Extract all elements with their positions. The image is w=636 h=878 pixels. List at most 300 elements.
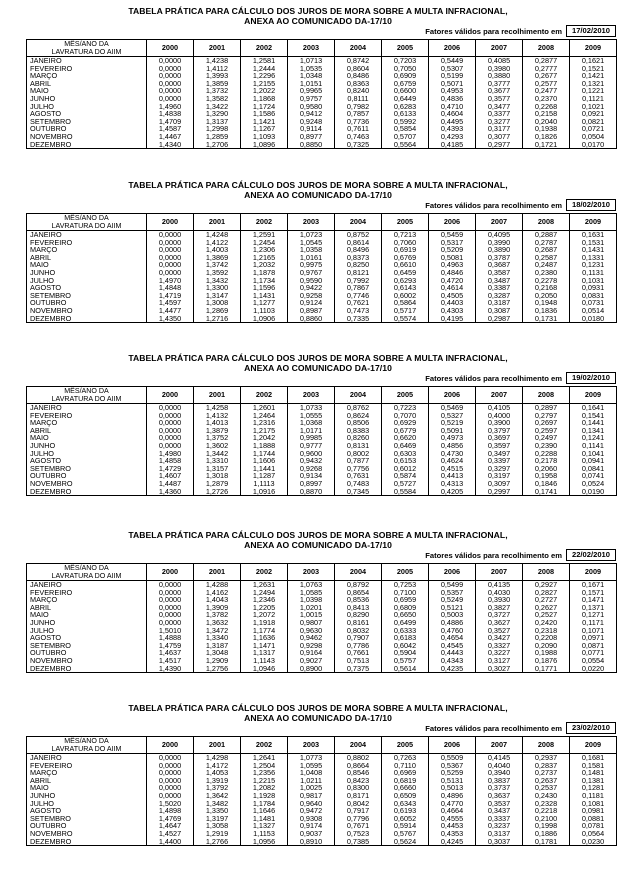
factor-cell: 0,6303 (382, 450, 429, 458)
factor-cell: 0,5864 (382, 299, 429, 307)
factor-cell: 0,9134 (288, 472, 335, 480)
factor-cell: 0,1041 (570, 450, 617, 458)
year-header: 2003 (288, 564, 335, 581)
factor-cell: 0,2178 (523, 457, 570, 465)
month-header-line: MÊS/ANO DA (64, 40, 109, 48)
factor-cell: 0,3077 (476, 133, 523, 141)
month-cell: ABRIL (27, 777, 147, 785)
factor-cell: 0,7621 (335, 299, 382, 307)
factor-cell: 0,0000 (147, 65, 194, 73)
factor-cell: 1,3909 (194, 604, 241, 612)
factor-cell: 0,9114 (288, 125, 335, 133)
factor-cell: 0,7325 (335, 141, 382, 149)
factor-cell: 1,0585 (288, 589, 335, 597)
table-row (27, 307, 617, 315)
factor-cell: 0,1481 (570, 769, 617, 777)
factor-cell: 0,0220 (570, 665, 617, 673)
factor-cell: 0,3437 (476, 807, 523, 815)
factor-cell: 0,4846 (429, 269, 476, 277)
factor-cell: 0,7917 (335, 807, 382, 815)
factor-cell: 0,2877 (523, 57, 570, 65)
title-line-2: ANEXA AO COMUNICADO DA-17/10 (244, 713, 392, 723)
factor-cell: 0,6293 (382, 277, 429, 285)
factor-cell: 0,0180 (570, 315, 617, 323)
factor-cell: 0,1731 (523, 315, 570, 323)
table-row (27, 299, 617, 307)
factor-cell: 1,2296 (241, 72, 288, 80)
factor-cell: 0,4443 (429, 649, 476, 657)
factor-cell: 0,3980 (476, 65, 523, 73)
factor-cell: 0,3227 (476, 649, 523, 657)
year-header: 2003 (288, 214, 335, 231)
month-cell: OUTUBRO (27, 649, 147, 657)
factor-cell: 1,3048 (194, 649, 241, 657)
factor-cell: 0,8423 (335, 777, 382, 785)
factor-cell: 0,1181 (570, 792, 617, 800)
validity-date: 23/02/2010 (566, 722, 616, 734)
factor-cell: 0,1381 (570, 777, 617, 785)
factor-cell: 0,7100 (382, 589, 429, 597)
factor-cell: 0,3197 (476, 472, 523, 480)
factor-cell: 0,7523 (335, 830, 382, 838)
factor-cell: 0,3137 (476, 830, 523, 838)
validity-label: Fatores válidos para recolhimento em (425, 550, 562, 560)
factor-cell: 0,1121 (570, 95, 617, 103)
factor-table (26, 386, 617, 496)
factor-cell: 1,3157 (194, 465, 241, 473)
factor-cell: 0,0731 (570, 299, 617, 307)
factor-cell: 1,4288 (194, 581, 241, 589)
table-row (27, 434, 617, 442)
factor-cell: 0,3890 (476, 246, 523, 254)
factor-cell: 0,5327 (429, 412, 476, 420)
factor-cell: 0,5081 (429, 254, 476, 262)
month-cell: JANEIRO (27, 57, 147, 65)
factor-cell: 0,1631 (570, 231, 617, 239)
factor-cell: 0,9412 (288, 110, 335, 118)
factor-cell: 0,3990 (476, 239, 523, 247)
month-cell: NOVEMBRO (27, 830, 147, 838)
factor-cell: 0,6052 (382, 815, 429, 823)
month-cell: DEZEMBRO (27, 665, 147, 673)
factor-cell: 0,2777 (523, 65, 570, 73)
factor-table (26, 736, 617, 846)
factor-table (26, 213, 617, 323)
month-header (27, 737, 147, 754)
factor-cell: 1,4980 (147, 450, 194, 458)
factor-cell: 0,1421 (570, 72, 617, 80)
factor-cell: 1,1327 (241, 822, 288, 830)
factor-cell: 1,0545 (288, 239, 335, 247)
factor-cell: 1,4709 (147, 118, 194, 126)
factor-cell: 0,7110 (382, 762, 429, 770)
factor-cell: 0,5459 (429, 231, 476, 239)
factor-cell: 1,0151 (288, 80, 335, 88)
table-row (27, 72, 617, 80)
factor-cell: 0,2977 (476, 141, 523, 149)
month-cell: ABRIL (27, 604, 147, 612)
factor-cell: 0,1958 (523, 472, 570, 480)
factor-cell: 1,0595 (288, 762, 335, 770)
factor-cell: 0,2268 (523, 103, 570, 111)
year-header: 2000 (147, 40, 194, 57)
factor-cell: 0,8413 (335, 604, 382, 612)
factor-cell: 1,0723 (288, 231, 335, 239)
factor-cell: 0,3727 (476, 611, 523, 619)
factor-cell: 1,1471 (241, 642, 288, 650)
factor-cell: 0,0000 (147, 239, 194, 247)
factor-cell: 0,3527 (476, 627, 523, 635)
factor-cell: 1,2454 (241, 239, 288, 247)
table-row (27, 762, 617, 770)
month-header (27, 40, 147, 57)
title-line-2: ANEXA AO COMUNICADO DA-17/10 (244, 540, 392, 550)
factor-cell: 0,5614 (382, 665, 429, 673)
factor-cell: 1,2631 (241, 581, 288, 589)
factor-cell: 1,0946 (241, 665, 288, 673)
factor-cell: 0,6283 (382, 103, 429, 111)
factor-cell: 0,2090 (523, 642, 570, 650)
factor-cell: 0,8910 (288, 838, 335, 846)
factor-cell: 0,6042 (382, 642, 429, 650)
factor-cell: 1,1734 (241, 277, 288, 285)
factor-cell: 0,1071 (570, 627, 617, 635)
header-row (27, 564, 617, 581)
factor-cell: 0,4205 (429, 488, 476, 496)
factor-cell: 1,4003 (194, 246, 241, 254)
factor-cell: 1,3632 (194, 619, 241, 627)
factor-cell: 0,7907 (335, 634, 382, 642)
factor-cell: 0,0881 (570, 815, 617, 823)
factor-cell: 0,4896 (429, 792, 476, 800)
factor-cell: 1,2601 (241, 404, 288, 412)
factor-cell: 0,8624 (335, 412, 382, 420)
factor-cell: 0,3900 (476, 419, 523, 427)
factor-cell: 0,6929 (382, 419, 429, 427)
table-row (27, 141, 617, 149)
factor-cell: 0,7070 (382, 412, 429, 420)
factor-cell: 0,4245 (429, 838, 476, 846)
month-cell: AGOSTO (27, 634, 147, 642)
factor-cell: 1,4719 (147, 292, 194, 300)
factor-cell: 0,5449 (429, 57, 476, 65)
factor-cell: 0,6133 (382, 110, 429, 118)
factor-cell: 0,8111 (335, 95, 382, 103)
factor-cell: 0,7223 (382, 404, 429, 412)
factor-cell: 0,0000 (147, 604, 194, 612)
factor-cell: 1,2444 (241, 65, 288, 73)
factor-cell: 1,4637 (147, 649, 194, 657)
factor-cell: 0,8486 (335, 72, 382, 80)
year-header: 2008 (523, 737, 570, 754)
month-cell: JUNHO (27, 619, 147, 627)
factor-cell: 0,1641 (570, 404, 617, 412)
factor-cell: 0,0000 (147, 404, 194, 412)
factor-cell: 0,4343 (429, 657, 476, 665)
factor-cell: 0,4185 (429, 141, 476, 149)
month-cell: AGOSTO (27, 807, 147, 815)
factor-cell: 0,8383 (335, 427, 382, 435)
factor-cell: 1,3732 (194, 87, 241, 95)
factor-cell: 0,0000 (147, 596, 194, 604)
factor-cell: 0,3187 (476, 299, 523, 307)
factor-cell: 0,9268 (288, 465, 335, 473)
table-row (27, 634, 617, 642)
factor-cell: 0,8506 (335, 419, 382, 427)
factor-cell: 1,3290 (194, 110, 241, 118)
factor-cell: 0,9757 (288, 95, 335, 103)
validity-date: 18/02/2010 (566, 199, 616, 211)
table-row (27, 769, 617, 777)
month-cell: DEZEMBRO (27, 141, 147, 149)
table-row (27, 807, 617, 815)
factor-cell: 0,0514 (570, 307, 617, 315)
factor-cell: 1,4043 (194, 596, 241, 604)
table-row (27, 125, 617, 133)
month-cell: FEVEREIRO (27, 762, 147, 770)
factor-cell: 1,1317 (241, 649, 288, 657)
year-header: 2006 (429, 387, 476, 404)
year-header: 2008 (523, 40, 570, 57)
factor-cell: 0,4040 (476, 762, 523, 770)
factor-cell: 0,0000 (147, 754, 194, 762)
factor-cell: 0,6650 (382, 611, 429, 619)
factor-cell: 0,3397 (476, 457, 523, 465)
table-row (27, 284, 617, 292)
factor-cell: 0,3777 (476, 80, 523, 88)
table-row (27, 133, 617, 141)
month-header-line: LAVRATURA DO AIIM (51, 48, 122, 56)
factor-cell: 0,4145 (476, 754, 523, 762)
table-title (0, 530, 636, 550)
factor-cell: 0,1141 (570, 442, 617, 450)
factor-cell: 0,7867 (335, 284, 382, 292)
factor-cell: 0,4953 (429, 87, 476, 95)
factor-cell: 0,3597 (476, 442, 523, 450)
year-header: 2004 (335, 40, 382, 57)
title-line-2: ANEXA AO COMUNICADO DA-17/10 (244, 363, 392, 373)
factor-cell: 0,0000 (147, 792, 194, 800)
month-cell: MAIO (27, 434, 147, 442)
factor-cell: 0,4720 (429, 277, 476, 285)
factor-cell: 0,4730 (429, 450, 476, 458)
factor-cell: 1,1744 (241, 450, 288, 458)
factor-cell: 0,4836 (429, 95, 476, 103)
year-header: 2002 (241, 214, 288, 231)
factor-cell: 0,8850 (288, 141, 335, 149)
factor-cell: 0,8290 (335, 611, 382, 619)
factor-cell: 0,0741 (570, 472, 617, 480)
factor-cell: 0,3097 (476, 480, 523, 488)
factor-cell: 1,4122 (194, 239, 241, 247)
factor-cell: 0,1781 (523, 838, 570, 846)
factor-cell: 0,5259 (429, 769, 476, 777)
year-header: 2000 (147, 737, 194, 754)
factor-cell: 0,4135 (476, 581, 523, 589)
factor-cell: 1,3472 (194, 627, 241, 635)
title-line-1: TABELA PRÁTICA PARA CÁLCULO DOS JUROS DE MORA SOBRE A MULTA INFRACIONAL, (128, 6, 508, 16)
factor-cell: 0,1988 (523, 649, 570, 657)
factor-cell: 0,2168 (523, 284, 570, 292)
table-row (27, 792, 617, 800)
year-header: 2006 (429, 40, 476, 57)
factor-cell: 0,4973 (429, 434, 476, 442)
factor-cell: 1,5010 (147, 627, 194, 635)
factor-cell: 0,0000 (147, 261, 194, 269)
factor-cell: 0,3797 (476, 427, 523, 435)
year-header: 2005 (382, 737, 429, 754)
year-header: 2008 (523, 564, 570, 581)
month-cell: JULHO (27, 103, 147, 111)
factor-cell: 1,3869 (194, 254, 241, 262)
factor-cell: 1,1103 (241, 307, 288, 315)
factor-cell: 0,3127 (476, 657, 523, 665)
table-row (27, 239, 617, 247)
header-row (27, 387, 617, 404)
factor-cell: 0,8604 (335, 65, 382, 73)
table-row (27, 777, 617, 785)
year-header: 2009 (570, 564, 617, 581)
factor-cell: 1,4248 (194, 231, 241, 239)
factor-cell: 1,3147 (194, 292, 241, 300)
factor-cell: 0,1998 (523, 822, 570, 830)
factor-cell: 0,6809 (382, 604, 429, 612)
table-row (27, 815, 617, 823)
factor-cell: 0,5091 (429, 427, 476, 435)
year-header: 2000 (147, 564, 194, 581)
month-header-line: MÊS/ANO DA (64, 214, 109, 222)
factor-cell: 0,8002 (335, 450, 382, 458)
table-title (0, 180, 636, 200)
factor-cell: 0,2827 (523, 589, 570, 597)
month-cell: ABRIL (27, 80, 147, 88)
factor-cell: 0,6143 (382, 284, 429, 292)
year-header: 2007 (476, 387, 523, 404)
factor-cell: 1,3340 (194, 634, 241, 642)
factor-cell: 0,4886 (429, 619, 476, 627)
year-header: 2002 (241, 40, 288, 57)
factor-cell: 1,3742 (194, 261, 241, 269)
factor-cell: 0,4614 (429, 284, 476, 292)
month-cell: SETEMBRO (27, 642, 147, 650)
table-row (27, 246, 617, 254)
year-header: 2003 (288, 737, 335, 754)
factor-cell: 0,0871 (570, 642, 617, 650)
validity-label: Fatores válidos para recolhimento em (425, 26, 562, 36)
factor-cell: 0,0721 (570, 125, 617, 133)
factor-cell: 0,6620 (382, 434, 429, 442)
factor-cell: 0,4313 (429, 480, 476, 488)
factor-cell: 1,2726 (194, 488, 241, 496)
factor-cell: 1,2998 (194, 125, 241, 133)
factor-cell: 0,7982 (335, 103, 382, 111)
factor-cell: 0,9037 (288, 830, 335, 838)
factor-cell: 0,6333 (382, 627, 429, 635)
factor-cell: 0,4000 (476, 412, 523, 420)
factor-cell: 1,4647 (147, 822, 194, 830)
factor-cell: 0,7796 (335, 815, 382, 823)
factor-cell: 1,2716 (194, 315, 241, 323)
month-cell: NOVEMBRO (27, 657, 147, 665)
factor-cell: 0,1431 (570, 246, 617, 254)
factor-cell: 0,2737 (523, 769, 570, 777)
table-row (27, 292, 617, 300)
factor-cell: 0,5854 (382, 125, 429, 133)
factor-cell: 0,2587 (523, 254, 570, 262)
factor-cell: 0,0564 (570, 830, 617, 838)
table-row (27, 404, 617, 412)
factor-cell: 1,0348 (288, 72, 335, 80)
table-row (27, 480, 617, 488)
table-row (27, 488, 617, 496)
factor-cell: 1,3592 (194, 269, 241, 277)
factor-cell: 0,2477 (523, 87, 570, 95)
factor-cell: 1,3422 (194, 103, 241, 111)
factor-cell: 0,1621 (570, 57, 617, 65)
month-cell: JUNHO (27, 269, 147, 277)
factor-cell: 0,7857 (335, 110, 382, 118)
factor-cell: 0,0971 (570, 634, 617, 642)
factor-cell: 0,3737 (476, 784, 523, 792)
table-row (27, 419, 617, 427)
factor-cell: 0,1846 (523, 480, 570, 488)
factor-cell: 0,5199 (429, 72, 476, 80)
year-header: 2001 (194, 40, 241, 57)
table-row (27, 269, 617, 277)
factor-cell: 0,5727 (382, 480, 429, 488)
factor-cell: 0,1441 (570, 419, 617, 427)
month-cell: JULHO (27, 627, 147, 635)
factor-cell: 0,4545 (429, 642, 476, 650)
factor-cell: 1,0358 (288, 246, 335, 254)
factor-cell: 0,7253 (382, 581, 429, 589)
factor-cell: 1,2909 (194, 657, 241, 665)
factor-cell: 1,4360 (147, 488, 194, 496)
month-cell: OUTUBRO (27, 299, 147, 307)
factor-cell: 1,2155 (241, 80, 288, 88)
factor-cell: 0,8536 (335, 596, 382, 604)
factor-cell: 0,4105 (476, 404, 523, 412)
year-header: 2002 (241, 564, 288, 581)
month-cell: MAIO (27, 611, 147, 619)
factor-cell: 0,9174 (288, 822, 335, 830)
factor-cell: 0,1221 (570, 87, 617, 95)
factor-cell: 0,4393 (429, 125, 476, 133)
factor-cell: 0,8977 (288, 133, 335, 141)
factor-cell: 0,0000 (147, 427, 194, 435)
factor-cell: 1,1868 (241, 95, 288, 103)
table-row (27, 649, 617, 657)
factor-cell: 0,0504 (570, 133, 617, 141)
table-row (27, 450, 617, 458)
factor-cell: 0,7736 (335, 118, 382, 126)
factor-cell: 1,1431 (241, 292, 288, 300)
month-header-line: LAVRATURA DO AIIM (51, 222, 122, 230)
factor-cell: 1,2591 (241, 231, 288, 239)
factor-cell: 0,4624 (429, 457, 476, 465)
factor-cell: 0,5003 (429, 611, 476, 619)
factor-cell: 0,0000 (147, 442, 194, 450)
month-cell: OUTUBRO (27, 822, 147, 830)
month-cell: MAIO (27, 87, 147, 95)
factor-cell: 1,2346 (241, 596, 288, 604)
factor-cell: 1,4400 (147, 838, 194, 846)
factor-cell: 0,0000 (147, 419, 194, 427)
factor-cell: 1,4970 (147, 277, 194, 285)
factor-cell: 0,1836 (523, 307, 570, 315)
factor-cell: 0,7483 (335, 480, 382, 488)
factor-cell: 1,2082 (241, 784, 288, 792)
